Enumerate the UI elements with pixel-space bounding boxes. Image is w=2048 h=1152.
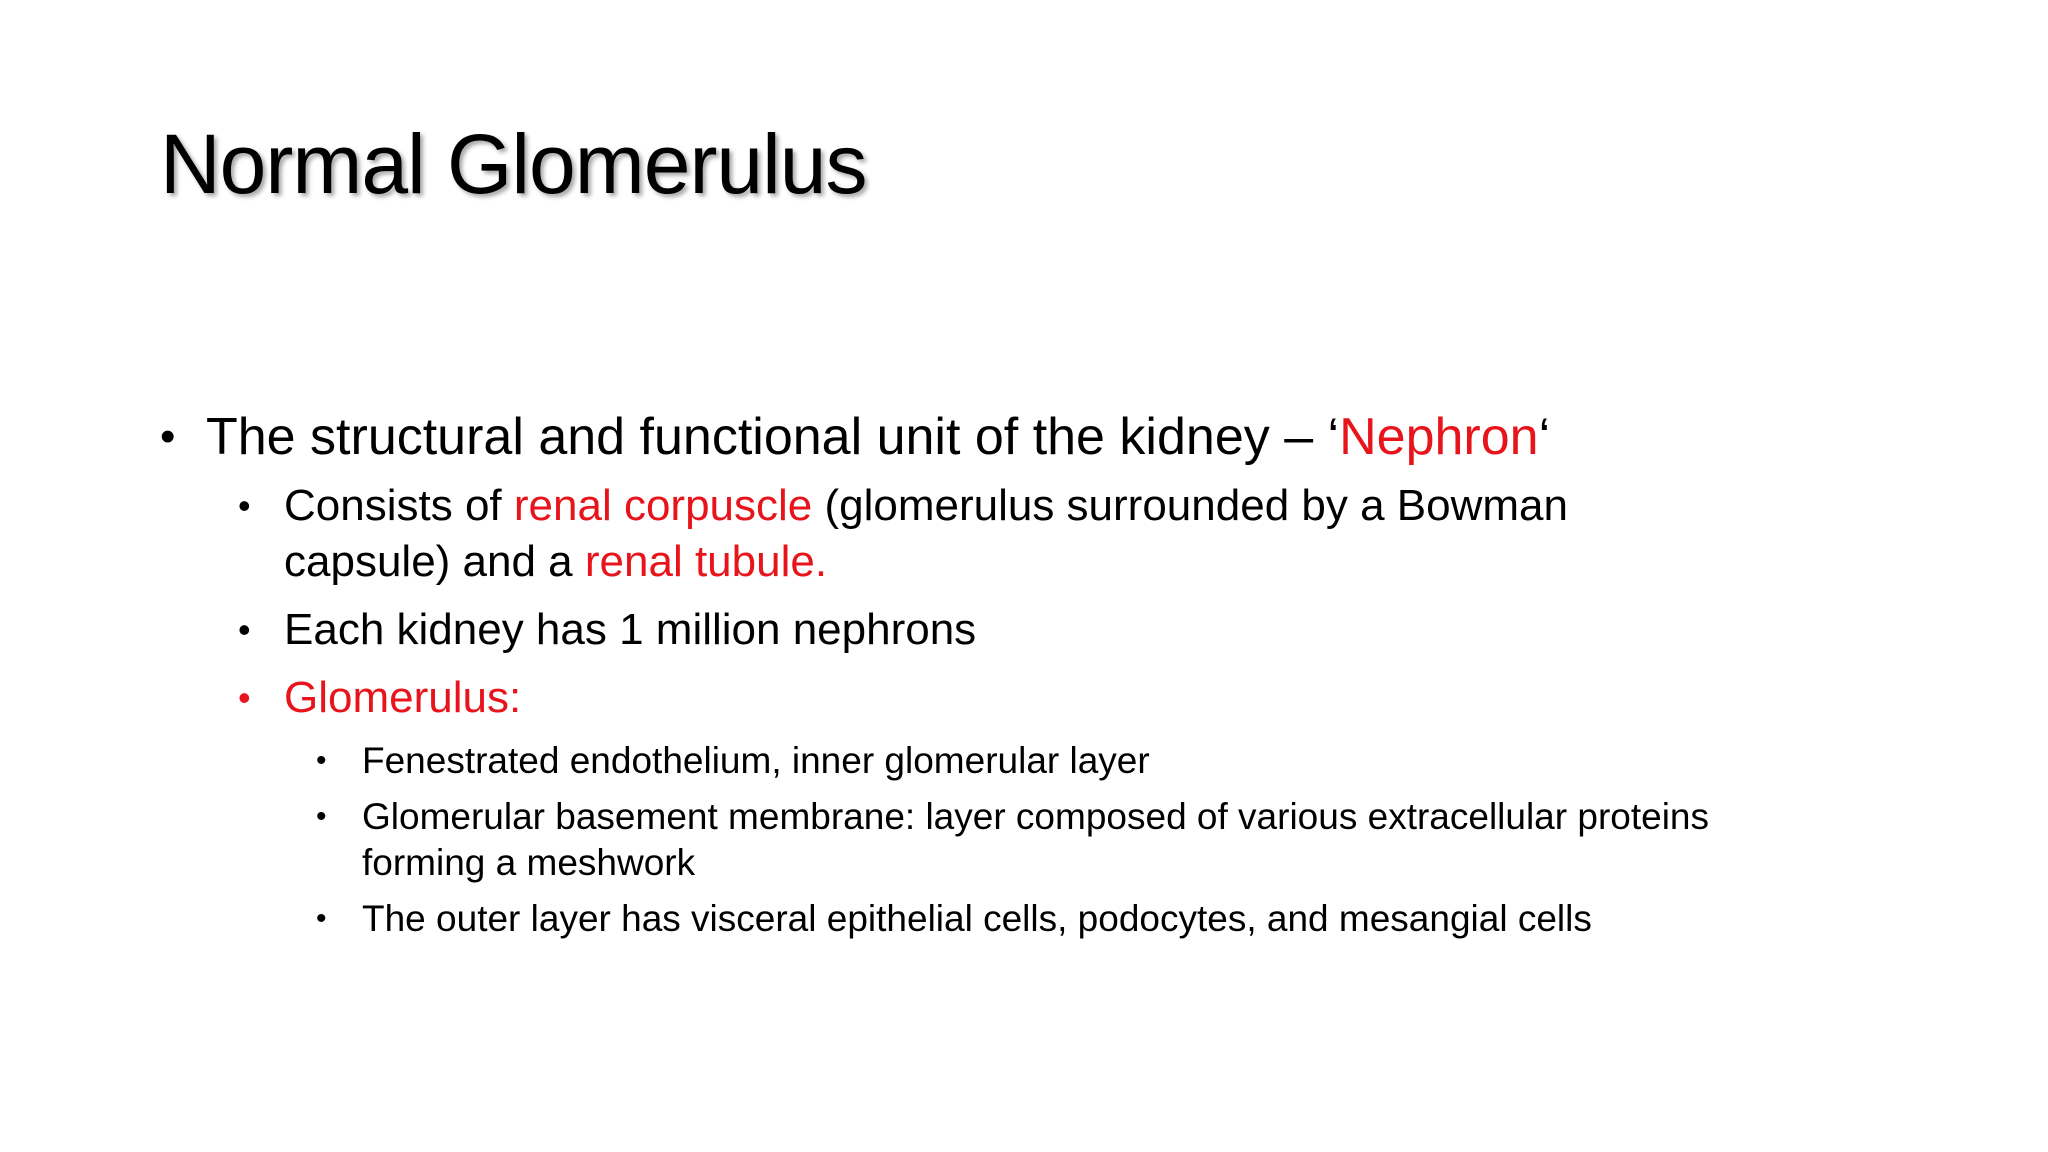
- bullet-text: The outer layer has visceral epithelial cells, podocytes, and mesangial cells: [362, 898, 1592, 939]
- bullet-text: Glomerular basement membrane: layer composed of various extracellular proteins forming a meshwork: [362, 796, 1709, 883]
- bullet-million-nephrons: [238, 602, 1704, 658]
- bullet-dot-icon: •: [316, 902, 327, 935]
- bullet-dot-icon: •: [160, 412, 176, 461]
- slide-title: Normal Glomerulus: [160, 117, 867, 211]
- bullet-text: The structural and functional unit of the kidney – ‘: [206, 408, 1340, 466]
- slide-content: [160, 404, 1880, 952]
- bullet-text: Fenestrated endothelium, inner glomerular layer: [362, 740, 1150, 781]
- bullet-nephron: [160, 404, 1880, 470]
- bullet-basement-membrane: [316, 794, 1782, 886]
- bullet-outer-layer: [316, 896, 1782, 942]
- highlight-nephron: Nephron: [1339, 408, 1539, 466]
- bullet-consists-of: [238, 478, 1704, 590]
- bullet-text: Each kidney has 1 million nephrons: [284, 605, 977, 654]
- highlight-renal-tubule: renal tubule.: [584, 537, 828, 586]
- bullet-dot-icon: •: [316, 744, 327, 777]
- bullet-fenestrated-endothelium: [316, 738, 1782, 784]
- bullet-dot-icon: •: [238, 677, 251, 718]
- bullet-dot-icon: •: [238, 485, 251, 526]
- bullet-dot-icon: •: [316, 800, 327, 833]
- bullet-text-mid: (glomerulus surrounded by a Bowman capsule) and a: [284, 481, 1568, 586]
- bullet-glomerulus-heading: [238, 670, 1704, 726]
- bullet-text: Consists of: [284, 481, 514, 530]
- highlight-renal-corpuscle: renal corpuscle: [513, 481, 813, 530]
- bullet-dot-icon: •: [238, 609, 251, 650]
- bullet-text: Glomerulus:: [284, 673, 522, 722]
- bullet-text-end: ‘: [1538, 408, 1551, 466]
